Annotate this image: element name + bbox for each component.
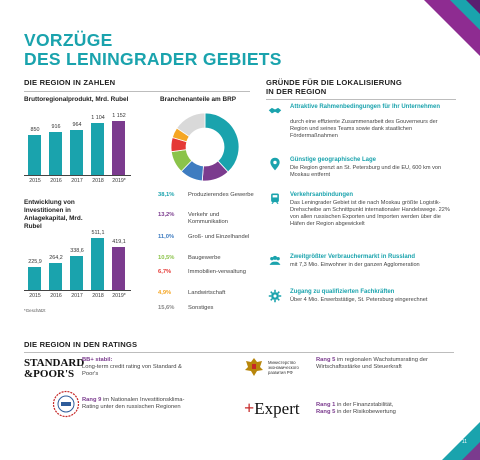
industry-name: Sonstiges	[188, 305, 214, 311]
section-heading-ratings: DIE REGION IN DEN RATINGS	[24, 340, 138, 349]
x-tick-label: 2018	[92, 178, 104, 184]
divider	[266, 99, 456, 100]
reason-text: durch eine effiziente Zusammenarbeit des Gouverneurs der Region und seines Teams sowie dank staatlichen Fördermaßnahmen	[290, 119, 438, 139]
ministry-logo-text: Министерство экономического развития РФ	[268, 360, 299, 375]
reason-title: Verkehrsanbindungen	[290, 192, 354, 198]
reason-text: Die Region grenzt an St. Petersburg und die EU, 600 km von Moskau entfernt	[290, 165, 442, 178]
x-tick-label: 2017	[71, 293, 83, 299]
industry-percentage: 11,0%	[158, 234, 175, 240]
page-number: 11	[461, 439, 467, 445]
rating-expert-text: Rang 1 in der Finanzstabilität, Rang 5 in der Risikobewertung	[316, 402, 396, 416]
x-tick-label: 2019*	[112, 178, 126, 184]
divider	[24, 91, 250, 92]
bar	[49, 132, 62, 175]
industry-name: Baugewerbe	[188, 255, 221, 261]
bar	[70, 130, 83, 175]
divider	[24, 352, 454, 353]
bar-value-label: 1 104	[91, 115, 105, 122]
reason-title: Günstige geographische Lage	[290, 157, 377, 163]
bar-value-label: 511,1	[91, 230, 105, 236]
x-tick-label: 2019*	[112, 293, 126, 299]
industry-name: Groß- und Einzelhandel	[188, 234, 250, 240]
chart-axis	[24, 290, 131, 291]
donut-slice	[205, 113, 239, 172]
bar-value-label: 916	[51, 124, 61, 131]
bar-value-label: 419,1	[112, 239, 126, 246]
bar-value-label: 1 152	[112, 113, 126, 119]
section-heading-numbers: DIE REGION IN ZAHLEN	[24, 78, 116, 87]
chart-title-industry: Branchenanteile am BRP	[160, 96, 237, 103]
page-title: VORZÜGE DES LENINGRADER GEBIETS	[24, 30, 282, 69]
expert-logo: +Expert	[244, 398, 300, 418]
corner-decoration	[424, 0, 480, 56]
bar	[91, 238, 104, 290]
bar	[49, 263, 62, 290]
industry-name: Landwirtschaft	[188, 290, 226, 296]
train-icon	[268, 192, 282, 206]
bar	[91, 123, 104, 175]
chart-axis	[24, 175, 131, 176]
bar	[112, 247, 125, 290]
rating-nra-text: Rang 9 im Nationalen Investitionsklima-Rating unter den russischen Regionen	[82, 397, 185, 411]
bar	[112, 121, 125, 175]
sp-logo: STANDARD &POOR'S	[24, 357, 85, 380]
rating-ministry-text: Rang 5 im regionalen Wachstumsrating der Wirtschaftsstärke und Steuerkraft	[316, 357, 428, 371]
reason-text: mit 7,3 Mio. Einwohner in der ganzen Agglomeration	[290, 262, 420, 268]
x-tick-label: 2016	[50, 178, 62, 184]
gear-icon	[268, 289, 282, 303]
reason-text: Das Leningrader Gebiet ist die nach Moskau größte Logistik-Drehscheibe am Schnittpunkt internationaler Handelswege. 22% von allen russischen Exporten und Importen werden über die Häfen der Region abgewickelt	[290, 200, 450, 227]
industry-percentage: 10,5%	[158, 255, 175, 261]
bar-value-label: 225,9	[28, 259, 42, 266]
chart-title-grp: Bruttoregionalprodukt, Mrd. Rubel	[24, 96, 129, 103]
people-icon	[268, 254, 282, 268]
rating-sp-text: BB+ stabil: Long-term credit rating von Standard & Poor's	[82, 357, 182, 378]
industry-percentage: 6,7%	[158, 269, 172, 275]
eagle-emblem-icon	[244, 356, 264, 378]
industry-percentage: 15,6%	[158, 305, 175, 311]
reason-title: Zweitgrößter Verbrauchermarkt in Russland	[290, 254, 416, 260]
handshake-icon	[268, 104, 282, 118]
bar-value-label: 264,2	[49, 255, 63, 262]
x-tick-label: 2017	[71, 178, 83, 184]
reason-text: Über 4 Mio. Erwerbstätige, St. Petersburg eingerechnet	[290, 297, 428, 303]
bar-value-label: 850	[30, 127, 40, 134]
bar	[28, 135, 41, 175]
section-heading-reasons: GRÜNDE FÜR DIE LOKALISIERUNG IN DER REGION	[266, 78, 402, 96]
location-pin-icon	[268, 157, 282, 171]
industry-name: Immobilien-verwaltung	[188, 269, 246, 275]
industry-percentage: 4,9%	[158, 290, 172, 296]
bar	[70, 256, 83, 290]
industry-percentage: 13,2%	[158, 212, 175, 218]
footnote: *Geschätzt	[24, 308, 46, 313]
industry-donut-chart	[168, 110, 242, 184]
industry-name: Produzierendes Gewerbe	[188, 192, 254, 198]
x-tick-label: 2015	[29, 178, 41, 184]
chart-title-investment: Entwicklung von Investitionen in Anlagekapital, Mrd. Rubel	[24, 199, 83, 230]
reason-title: Zugang zu qualifizierten Fachkräften	[290, 289, 395, 295]
industry-percentage: 38,1%	[158, 192, 175, 198]
bar-value-label: 338,6	[70, 247, 84, 254]
x-tick-label: 2018	[92, 293, 104, 299]
bar	[28, 267, 41, 290]
industry-name: Verkehr und Kommunikation	[188, 212, 228, 225]
reason-title: Attraktive Rahmenbedingungen für Ihr Unternehmen	[290, 104, 441, 110]
x-tick-label: 2016	[50, 293, 62, 299]
bar-value-label: 964	[72, 121, 82, 128]
x-tick-label: 2015	[29, 293, 41, 299]
rating-agency-badge-icon	[52, 390, 80, 418]
